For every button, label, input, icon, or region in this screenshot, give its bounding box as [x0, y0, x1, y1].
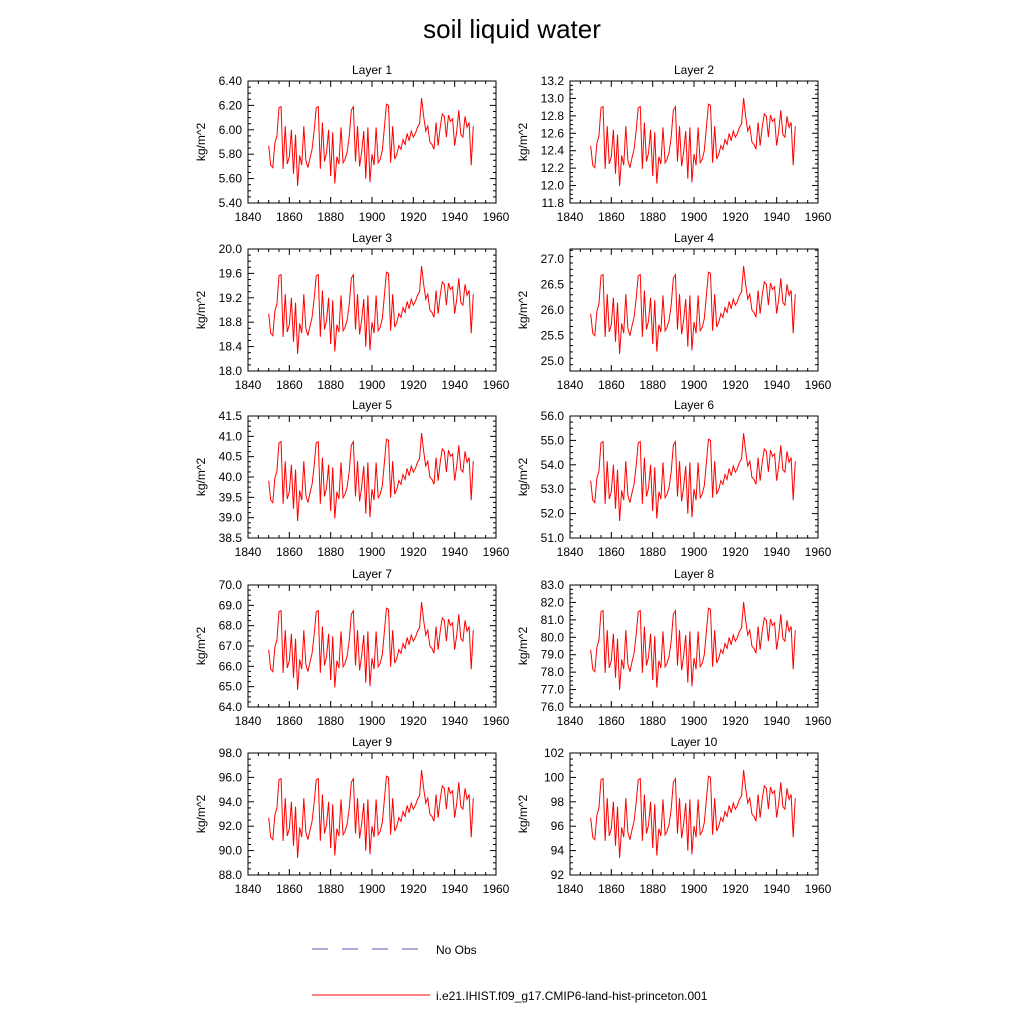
- y-tick-label: 92.0: [218, 819, 242, 834]
- y-tick-label: 80.0: [540, 630, 564, 645]
- y-tick-label: 52.0: [540, 506, 564, 521]
- series-line: [591, 602, 796, 690]
- x-tick-label: 1880: [639, 714, 667, 728]
- y-tick-label: 88.0: [218, 868, 242, 882]
- plot-frame: [570, 753, 818, 875]
- y-tick-label: 90.0: [218, 843, 242, 858]
- x-tick-label: 1860: [597, 714, 625, 728]
- series-line: [269, 770, 474, 858]
- series-line: [269, 433, 474, 521]
- y-tick-label: 55.0: [540, 433, 564, 448]
- y-tick-label: 56.0: [540, 409, 564, 423]
- x-tick-label: 1920: [399, 714, 427, 728]
- x-tick-label: 1920: [721, 882, 749, 896]
- y-tick-label: 96: [550, 819, 564, 834]
- y-axis-label: kg/m^2: [516, 626, 530, 666]
- y-tick-label: 94.0: [218, 794, 242, 809]
- x-tick-label: 1940: [763, 714, 791, 728]
- x-tick-label: 1880: [639, 545, 667, 559]
- y-tick-label: 18.4: [218, 339, 242, 354]
- panel-title: Layer 9: [351, 735, 393, 749]
- plot-frame: [570, 585, 818, 707]
- x-tick-label: 1920: [399, 545, 427, 559]
- y-tick-label: 81.0: [540, 612, 564, 627]
- y-tick-label: 92: [550, 868, 564, 882]
- panel-layer-2: [516, 63, 832, 224]
- y-axis-label: kg/m^2: [194, 290, 208, 330]
- x-tick-label: 1940: [763, 378, 791, 392]
- y-tick-label: 65.0: [218, 679, 242, 694]
- panel-title: Layer 6: [673, 398, 715, 412]
- x-tick-label: 1840: [556, 210, 584, 224]
- x-tick-label: 1920: [721, 210, 749, 224]
- x-tick-label: 1920: [721, 714, 749, 728]
- y-tick-label: 39.0: [218, 510, 242, 525]
- y-tick-label: 26.5: [540, 277, 564, 292]
- x-tick-label: 1940: [763, 210, 791, 224]
- series-line: [591, 98, 796, 186]
- legend: [312, 943, 708, 1003]
- panel-title: Layer 3: [351, 231, 393, 245]
- y-tick-label: 64.0: [218, 700, 242, 714]
- y-tick-label: 98: [550, 794, 564, 809]
- x-tick-label: 1860: [275, 378, 303, 392]
- y-tick-label: 12.4: [540, 143, 564, 158]
- x-tick-label: 1840: [556, 545, 584, 559]
- y-tick-label: 54.0: [540, 457, 564, 472]
- plot-frame: [570, 416, 818, 538]
- panel-title: Layer 1: [351, 63, 393, 77]
- x-tick-label: 1860: [597, 545, 625, 559]
- y-tick-label: 13.2: [540, 74, 564, 88]
- x-tick-label: 1960: [804, 714, 832, 728]
- x-tick-label: 1960: [482, 210, 510, 224]
- x-tick-label: 1900: [358, 714, 386, 728]
- y-tick-label: 27.0: [540, 252, 564, 267]
- x-tick-label: 1900: [680, 882, 708, 896]
- series-line: [591, 770, 796, 858]
- x-tick-label: 1880: [317, 714, 345, 728]
- y-tick-label: 82.0: [540, 595, 564, 610]
- y-tick-label: 5.80: [218, 147, 242, 162]
- x-tick-label: 1860: [597, 210, 625, 224]
- y-tick-label: 41.5: [218, 409, 242, 423]
- panel-layer-1: [194, 63, 510, 224]
- x-tick-label: 1860: [275, 882, 303, 896]
- x-tick-label: 1880: [317, 882, 345, 896]
- y-tick-label: 51.0: [540, 531, 564, 545]
- y-tick-label: 12.8: [540, 108, 564, 123]
- x-tick-label: 1880: [639, 210, 667, 224]
- x-tick-label: 1840: [234, 545, 262, 559]
- y-axis-label: kg/m^2: [516, 457, 530, 497]
- panel-layer-3: [194, 231, 510, 392]
- panel-layer-6: [516, 398, 832, 559]
- x-tick-label: 1840: [556, 378, 584, 392]
- y-tick-label: 6.40: [218, 74, 242, 88]
- x-tick-label: 1940: [441, 378, 469, 392]
- legend-model-label: i.e21.IHIST.f09_g17.CMIP6-land-hist-princeton.001: [436, 989, 708, 1003]
- x-tick-label: 1900: [680, 378, 708, 392]
- x-tick-label: 1880: [317, 378, 345, 392]
- page-title: soil liquid water: [423, 14, 601, 44]
- series-line: [269, 602, 474, 690]
- y-tick-label: 40.0: [218, 470, 242, 484]
- x-tick-label: 1940: [763, 882, 791, 896]
- y-tick-label: 98.0: [218, 746, 242, 760]
- plot-frame: [248, 416, 496, 538]
- x-tick-label: 1920: [721, 545, 749, 559]
- plot-frame: [570, 249, 818, 371]
- x-tick-label: 1920: [721, 378, 749, 392]
- y-tick-label: 25.0: [540, 353, 564, 368]
- panel-layer-4: [516, 231, 832, 392]
- y-tick-label: 12.6: [540, 126, 564, 141]
- x-tick-label: 1880: [639, 378, 667, 392]
- y-axis-label: kg/m^2: [516, 122, 530, 162]
- y-tick-label: 5.60: [218, 171, 242, 186]
- panel-layer-9: [194, 735, 510, 896]
- plot-frame: [248, 753, 496, 875]
- y-tick-label: 67.0: [218, 639, 242, 653]
- x-tick-label: 1860: [275, 545, 303, 559]
- x-tick-label: 1840: [556, 882, 584, 896]
- x-tick-label: 1860: [597, 378, 625, 392]
- y-tick-label: 6.00: [218, 122, 242, 137]
- y-tick-label: 70.0: [218, 578, 242, 592]
- x-tick-label: 1900: [358, 210, 386, 224]
- y-tick-label: 25.5: [540, 328, 564, 343]
- x-tick-label: 1960: [482, 714, 510, 728]
- y-tick-label: 69.0: [218, 598, 242, 613]
- y-tick-label: 53.0: [540, 482, 564, 497]
- x-tick-label: 1940: [441, 210, 469, 224]
- x-tick-label: 1960: [804, 882, 832, 896]
- x-tick-label: 1900: [358, 545, 386, 559]
- y-tick-label: 19.2: [218, 290, 242, 305]
- y-tick-label: 66.0: [218, 659, 242, 674]
- y-axis-label: kg/m^2: [194, 122, 208, 162]
- series-line: [269, 98, 474, 186]
- y-tick-label: 40.5: [218, 449, 242, 464]
- series-line: [591, 433, 796, 521]
- y-axis-label: kg/m^2: [194, 794, 208, 834]
- x-tick-label: 1840: [234, 210, 262, 224]
- x-tick-label: 1860: [275, 714, 303, 728]
- panel-layer-8: [516, 567, 832, 728]
- y-tick-label: 100: [543, 770, 564, 785]
- y-tick-label: 102: [543, 746, 564, 760]
- y-axis-label: kg/m^2: [194, 457, 208, 497]
- panel-title: Layer 5: [351, 398, 393, 412]
- y-tick-label: 77.0: [540, 682, 564, 697]
- x-tick-label: 1920: [399, 882, 427, 896]
- x-tick-label: 1960: [482, 378, 510, 392]
- y-tick-label: 76.0: [540, 700, 564, 714]
- y-tick-label: 41.0: [218, 429, 242, 444]
- x-tick-label: 1920: [399, 378, 427, 392]
- legend-obs-label: No Obs: [436, 943, 477, 957]
- x-tick-label: 1960: [804, 545, 832, 559]
- panel-layer-10: [516, 735, 832, 896]
- y-tick-label: 11.8: [541, 196, 564, 210]
- y-tick-label: 94: [550, 843, 564, 858]
- x-tick-label: 1880: [317, 545, 345, 559]
- plot-frame: [248, 81, 496, 203]
- x-tick-label: 1860: [597, 882, 625, 896]
- panel-title: Layer 2: [673, 63, 715, 77]
- y-tick-label: 12.0: [540, 178, 564, 193]
- y-tick-label: 26.0: [540, 303, 564, 317]
- y-tick-label: 83.0: [540, 578, 564, 592]
- x-tick-label: 1840: [234, 714, 262, 728]
- y-axis-label: kg/m^2: [194, 626, 208, 666]
- x-tick-label: 1860: [275, 210, 303, 224]
- panel-layer-7: [194, 567, 510, 728]
- y-tick-label: 6.20: [218, 98, 242, 113]
- x-tick-label: 1940: [763, 545, 791, 559]
- x-tick-label: 1900: [680, 714, 708, 728]
- x-tick-label: 1900: [680, 210, 708, 224]
- y-tick-label: 79.0: [540, 647, 564, 662]
- y-tick-label: 5.40: [218, 196, 242, 210]
- x-tick-label: 1880: [639, 882, 667, 896]
- x-tick-label: 1840: [234, 882, 262, 896]
- y-tick-label: 20.0: [218, 242, 242, 256]
- x-tick-label: 1940: [441, 714, 469, 728]
- x-tick-label: 1840: [234, 378, 262, 392]
- x-tick-label: 1880: [317, 210, 345, 224]
- y-tick-label: 13.0: [540, 91, 564, 106]
- y-tick-label: 38.5: [218, 531, 242, 545]
- x-tick-label: 1960: [804, 210, 832, 224]
- x-tick-label: 1960: [804, 378, 832, 392]
- panel-title: Layer 7: [351, 567, 393, 581]
- y-tick-label: 18.8: [218, 315, 242, 330]
- plot-frame: [248, 585, 496, 707]
- x-tick-label: 1940: [441, 545, 469, 559]
- series-line: [269, 266, 474, 354]
- y-tick-label: 68.0: [218, 618, 242, 633]
- x-tick-label: 1920: [399, 210, 427, 224]
- y-tick-label: 96.0: [218, 770, 242, 785]
- x-tick-label: 1900: [358, 882, 386, 896]
- series-line: [591, 266, 796, 354]
- panel-title: Layer 8: [673, 567, 715, 581]
- y-tick-label: 19.6: [218, 266, 242, 281]
- plot-frame: [570, 81, 818, 203]
- y-tick-label: 12.2: [540, 161, 564, 176]
- x-tick-label: 1900: [358, 378, 386, 392]
- plot-frame: [248, 249, 496, 371]
- y-tick-label: 78.0: [540, 665, 564, 680]
- panel-layer-5: [194, 398, 510, 559]
- y-axis-label: kg/m^2: [516, 290, 530, 330]
- panel-title: Layer 4: [673, 231, 715, 245]
- x-tick-label: 1840: [556, 714, 584, 728]
- x-tick-label: 1940: [441, 882, 469, 896]
- x-tick-label: 1960: [482, 545, 510, 559]
- panel-title: Layer 10: [670, 735, 718, 749]
- y-axis-label: kg/m^2: [516, 794, 530, 834]
- x-tick-label: 1900: [680, 545, 708, 559]
- y-tick-label: 39.5: [218, 490, 242, 505]
- y-tick-label: 18.0: [218, 364, 242, 378]
- x-tick-label: 1960: [482, 882, 510, 896]
